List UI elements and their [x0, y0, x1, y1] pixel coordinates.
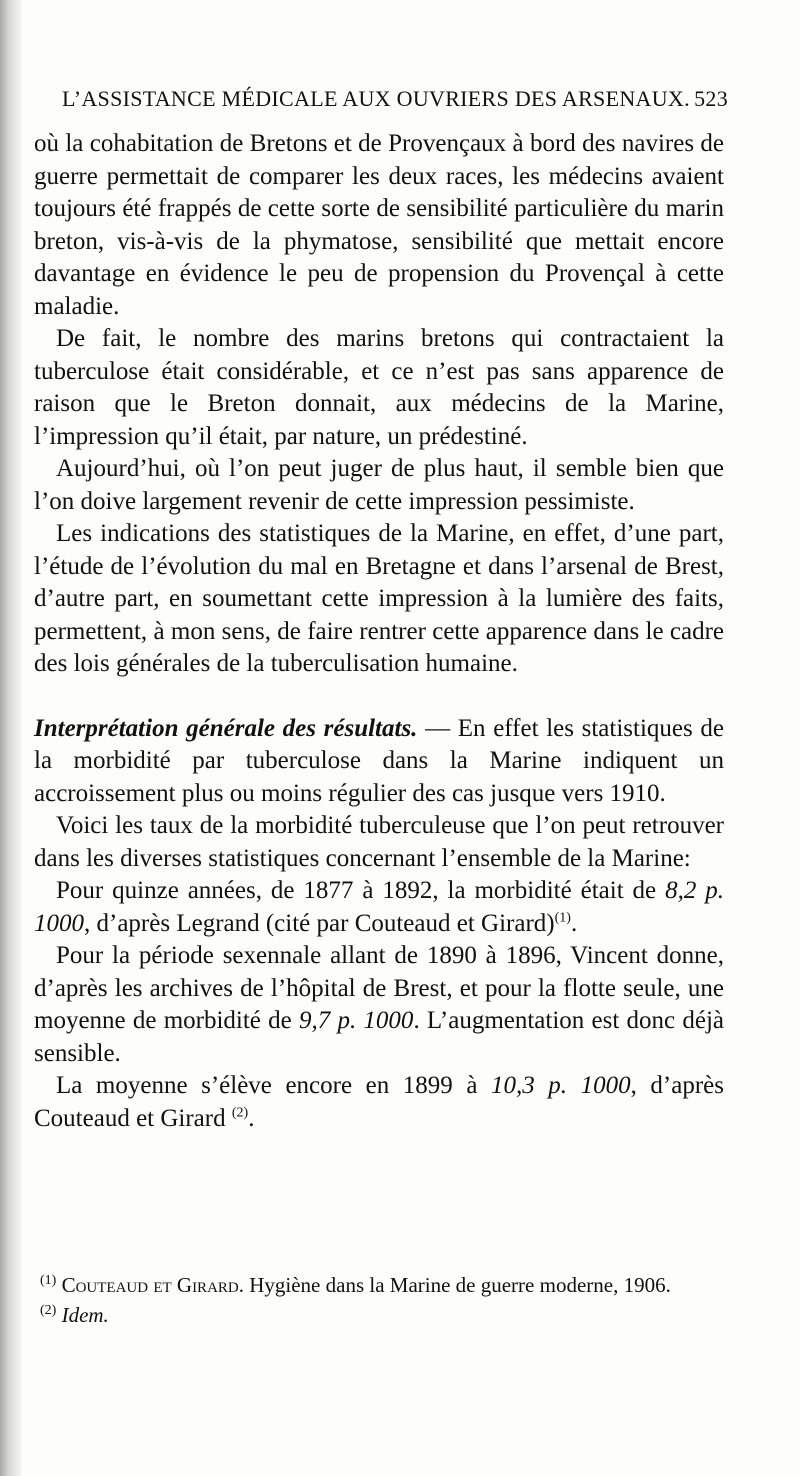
text-run: . L’augmentation est donc déjà sensible.: [34, 1007, 724, 1067]
footnote-mark: (1): [40, 1273, 57, 1288]
rate-value: 8,2 p. 1000: [34, 877, 724, 937]
body-text: [34, 128, 724, 1135]
text-run: , d’après Legrand (cité par Couteaud et Girard): [84, 909, 555, 937]
section-heading: Interprétation générale des résultats.: [34, 714, 418, 742]
footnote-2: [40, 1300, 730, 1330]
section-paragraph: [34, 713, 724, 811]
footnote-ref: (2): [231, 1105, 249, 1121]
paragraph: où la cohabitation de Bretons et de Provençaux à bord des navires de guerre permettait de comparer les deux races, les médecins avaient toujours été frappés de cette sorte de sensibilité particulière du marin breton, vis-à-vis de la phymatose, sensibilité que mettait encore davantage en évidence le peu de propension du Provençal à cette maladie.: [34, 130, 724, 320]
footnote-mark: (2): [40, 1303, 57, 1318]
page-edge-shadow: [0, 0, 22, 1476]
footnote-text: Idem.: [61, 1303, 109, 1327]
footnote-text: Hygiène dans la Marine de guerre moderne, 1906.: [243, 1273, 671, 1297]
text-run: .: [570, 909, 578, 937]
paragraph: [34, 875, 724, 940]
text-run: Pour quinze années, de 1877 à 1892, la morbidité était de: [56, 877, 666, 904]
page-number: 523: [694, 86, 728, 111]
text-run: La moyenne s’élève encore en 1899 à: [56, 1072, 491, 1099]
paragraph: Les indications des statistiques de la Marine, en effet, d’une part, l’étude de l’évolution du mal en Bretagne et dans l’arsenal de Brest, d’autre part, en soumettant cette impression à la lumière des faits, permettent, à mon sens, de faire rentrer cette apparence dans le cadre des lois générales de la tuberculisation humaine.: [34, 520, 724, 677]
rate-value: 9,7 p. 1000: [298, 1007, 414, 1034]
footnote-ref: (1): [554, 910, 571, 926]
rate-value: 10,3 p. 1000: [491, 1072, 631, 1099]
section-text: — En effet les statistiques de la morbidité par tuberculose dans la Marine indiquent un accroissement plus ou moins régulier des cas jusque vers 1910.: [34, 714, 725, 807]
paragraph: De fait, le nombre des marins bretons qui contractaient la tuberculose était considérable, et ce n’est pas sans apparence de raison que le Breton donnait, aux médecins de la Marine, l’impression qu’il était, par nature, un prédestiné.: [34, 325, 724, 450]
running-header: [62, 86, 728, 120]
text-run: , d’après Couteaud et Girard: [34, 1072, 725, 1132]
footnote-1: [40, 1270, 730, 1300]
footnotes: [40, 1270, 730, 1330]
paragraph: [34, 940, 724, 1070]
footnote-authors: Couteaud et Girard.: [61, 1273, 244, 1297]
text-run: Pour la période sexennale allant de 1890 à 1896, Vincent donne, d’après les archives de l’hôpital de Brest, et pour la flotte seule, une moyenne de morbidité de: [34, 942, 724, 1034]
paragraph: Aujourd’hui, où l’on peut juger de plus haut, il semble bien que l’on doive largement revenir de cette impression pessimiste.: [34, 455, 724, 515]
paragraph: [34, 1070, 724, 1135]
paragraph: Voici les taux de la morbidité tuberculeuse que l’on peut retrouver dans les diverses statistiques concernant l’ensemble de la Marine:: [34, 812, 724, 872]
text-run: .: [248, 1104, 255, 1132]
running-title: L’ASSISTANCE MÉDICALE AUX OUVRIERS DES ARSENAUX.: [62, 86, 690, 111]
